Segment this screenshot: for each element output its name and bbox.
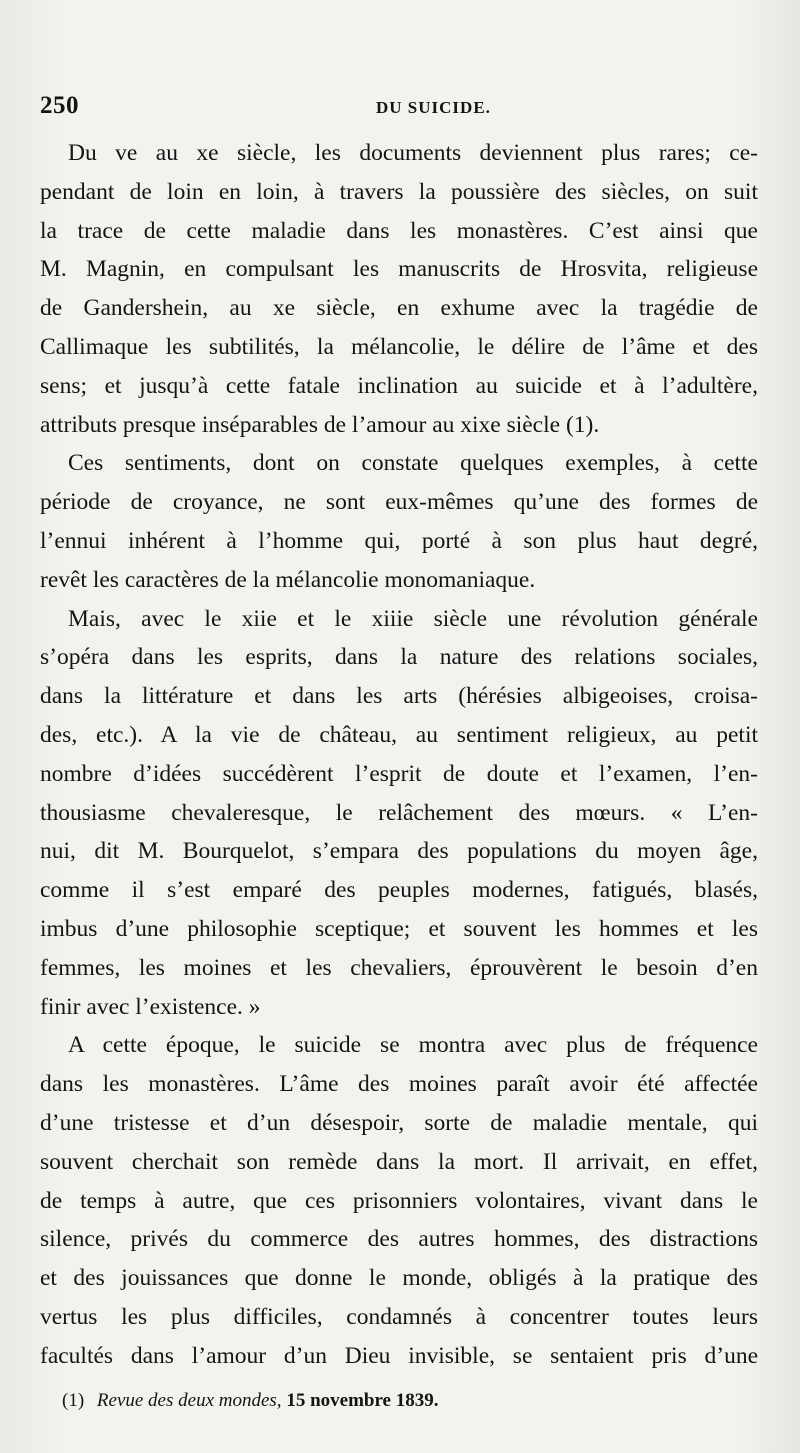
text-line: imbus d’une philosophie sceptique; et souvent les hommes et les [40, 915, 758, 942]
text-line: nui, dit M. Bourquelot, s’empara des populations du moyen âge, [40, 838, 758, 865]
text-line: période de croyance, ne sont eux-mêmes qu’une des formes de [40, 489, 758, 516]
text-line: femmes, les moines et les chevaliers, éprouvèrent le besoin d’en [40, 954, 758, 981]
footnote-ref: (1) [62, 1390, 85, 1411]
text-line: sens; et jusqu’à cette fatale inclination au suicide et à l’adultère, [40, 372, 758, 399]
text-line: souvent cherchait son remède dans la mort. Il arrivait, en effet, [40, 1148, 758, 1175]
text-line: silence, privés du commerce des autres hommes, des distractions [40, 1226, 758, 1253]
body-text [40, 134, 758, 1376]
text-line: finir avec l’existence. » [40, 993, 261, 1020]
text-line: dans la littérature et dans les arts (hérésies albigeoises, croisa- [40, 683, 758, 710]
text-line: des, etc.). A la vie de château, au sentiment religieux, au petit [40, 721, 758, 748]
text-line: de Gandershein, au xe siècle, en exhume avec la tragédie de [40, 295, 758, 322]
text-line: vertus les plus difficiles, condamnés à concentrer toutes leurs [40, 1303, 758, 1330]
page-header [40, 92, 760, 126]
footnote-date: 15 novembre 1839. [286, 1390, 439, 1411]
text-line: revêt les caractères de la mélancolie monomaniaque. [40, 566, 536, 593]
text-line: M. Magnin, en compulsant les manuscrits de Hrosvita, religieuse [40, 256, 758, 283]
text-line: de temps à autre, que ces prisonniers volontaires, vivant dans le [40, 1187, 758, 1214]
text-line: dans les monastères. L’âme des moines paraît avoir été affectée [40, 1071, 758, 1098]
text-line: s’opéra dans les esprits, dans la nature des relations sociales, [40, 644, 758, 671]
page-number: 250 [40, 92, 79, 119]
text-line: Mais, avec le xiie et le xiiie siècle une révolution générale [68, 605, 758, 632]
footnote [62, 1390, 762, 1412]
text-line: d’une tristesse et d’un désespoir, sorte de maladie mentale, qui [40, 1109, 758, 1136]
text-line: thousiasme chevaleresque, le relâchement des mœurs. « L’en- [40, 799, 758, 826]
text-line: Ces sentiments, dont on constate quelques exemples, à cette [68, 450, 758, 477]
footnote-source-title: Revue des deux mondes, [96, 1390, 282, 1411]
text-line: Du ve au xe siècle, les documents deviennent plus rares; ce- [68, 140, 758, 166]
text-line: Callimaque les subtilités, la mélancolie, le délire de l’âme et des [40, 333, 758, 360]
running-head: DU SUICIDE. [376, 98, 491, 117]
text-line: et des jouissances que donne le monde, obligés à la pratique des [40, 1265, 758, 1292]
text-line: attributs presque inséparables de l’amour au xixe siècle (1). [40, 411, 600, 438]
text-line: pendant de loin en loin, à travers la poussière des siècles, on suit [40, 178, 758, 205]
text-line: nombre d’idées succédèrent l’esprit de doute et l’examen, l’en- [40, 760, 758, 787]
text-line: la trace de cette maladie dans les monastères. C’est ainsi que [40, 217, 758, 244]
text-line: comme il s’est emparé des peuples modernes, fatigués, blasés, [40, 877, 758, 904]
text-line: A cette époque, le suicide se montra avec plus de fréquence [68, 1032, 758, 1059]
text-line: facultés dans l’amour d’un Dieu invisible, se sentaient pris d’une [40, 1342, 758, 1369]
text-line: l’ennui inhérent à l’homme qui, porté à son plus haut degré, [40, 527, 758, 554]
